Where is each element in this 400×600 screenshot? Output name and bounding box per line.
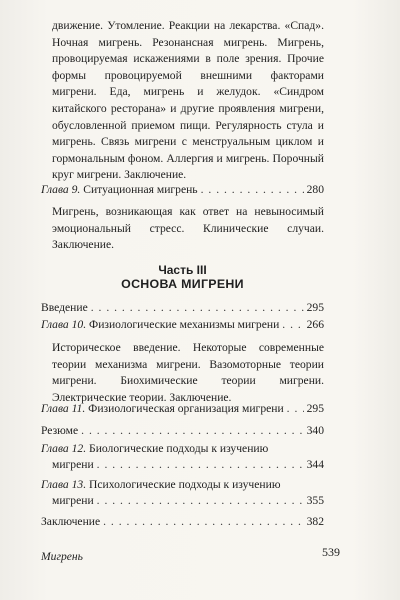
chapter-title: Биологические подходы к изучению (89, 442, 269, 455)
leader-dots (97, 457, 304, 473)
leader-dots (201, 182, 304, 198)
part-title: ОСНОВА МИГРЕНИ (121, 277, 244, 291)
toc-entry-chapter13-line1 (41, 477, 324, 493)
chapter-number: Глава 9. (41, 183, 81, 196)
chapter-number: Глава 10. (41, 318, 87, 331)
running-footer-title: Мигрень (41, 550, 83, 563)
chapter8-contents-paragraph: движение. Утомление. Реакции на лекарства. «Спад». Ночная мигрень. Резонансная мигрень. Мигрень, провоцируемая искажениями в поле зрения. Прочие формы провоцируемой внешними факторами мигрени. Еда, мигрень и желудок. «Синдром китайского ресторана» и другие проявления мигрени, обусловленной приемом пищи. Регулярность стула и мигрень. Связь мигрени с менструальным циклом и гормональным фоном. Аллергия и мигрень. Порочный круг мигрени. Заключение. (52, 19, 324, 182)
toc-entry-conclusion (41, 514, 324, 530)
entry-title: Введение (41, 301, 88, 314)
page-number: 295 (306, 402, 324, 415)
page-number: 344 (306, 458, 324, 471)
leader-dots (287, 401, 304, 417)
toc-entry-chapter11 (41, 401, 324, 417)
page-number: 266 (306, 318, 324, 331)
chapter-title: Ситуационная мигрень (83, 183, 198, 196)
chapter9-description: Мигрень, возникающая как ответ на невыносимый эмоциональный стресс. Клинические случаи. Заключение. (52, 205, 324, 252)
page-number: 340 (306, 424, 324, 437)
leader-dots (81, 423, 303, 439)
chapter-title: Психологические подходы к изучению (89, 478, 281, 491)
part-label: Часть III (158, 263, 207, 277)
toc-entry-chapter12-line2 (52, 457, 324, 473)
chapter-title: Физиологическая организация мигрени (88, 402, 284, 415)
leader-dots (97, 493, 304, 509)
chapter-title: Физиологические механизмы мигрени (89, 318, 280, 331)
toc-entry-summary (41, 423, 324, 439)
leader-dots (282, 317, 303, 333)
page-number: 280 (306, 183, 324, 196)
toc-entry-introduction (41, 300, 324, 316)
toc-entry-chapter12-line1 (41, 441, 324, 457)
toc-entry-chapter9 (41, 182, 324, 198)
chapter-number: Глава 11. (41, 402, 86, 415)
chapter-title-continued: мигрени (52, 494, 94, 507)
page-folio: 539 (322, 545, 340, 559)
toc-entry-chapter13-line2 (52, 493, 324, 509)
toc-entry-chapter10 (41, 317, 324, 333)
chapter-title-continued: мигрени (52, 458, 94, 471)
page-number: 355 (306, 494, 324, 507)
page-number: 295 (306, 301, 324, 314)
leader-dots (91, 300, 304, 316)
entry-title: Заключение (41, 515, 101, 528)
chapter10-description: Историческое введение. Некоторые современные теории механизма мигрени. Вазомоторные теории мигрени. Биохимические теории мигрени. Электрические теории. Заключение. (52, 341, 324, 404)
leader-dots (103, 514, 303, 530)
chapter-number: Глава 13. (41, 478, 87, 491)
entry-title: Резюме (41, 424, 79, 437)
page-number: 382 (306, 515, 324, 528)
chapter-number: Глава 12. (41, 442, 87, 455)
